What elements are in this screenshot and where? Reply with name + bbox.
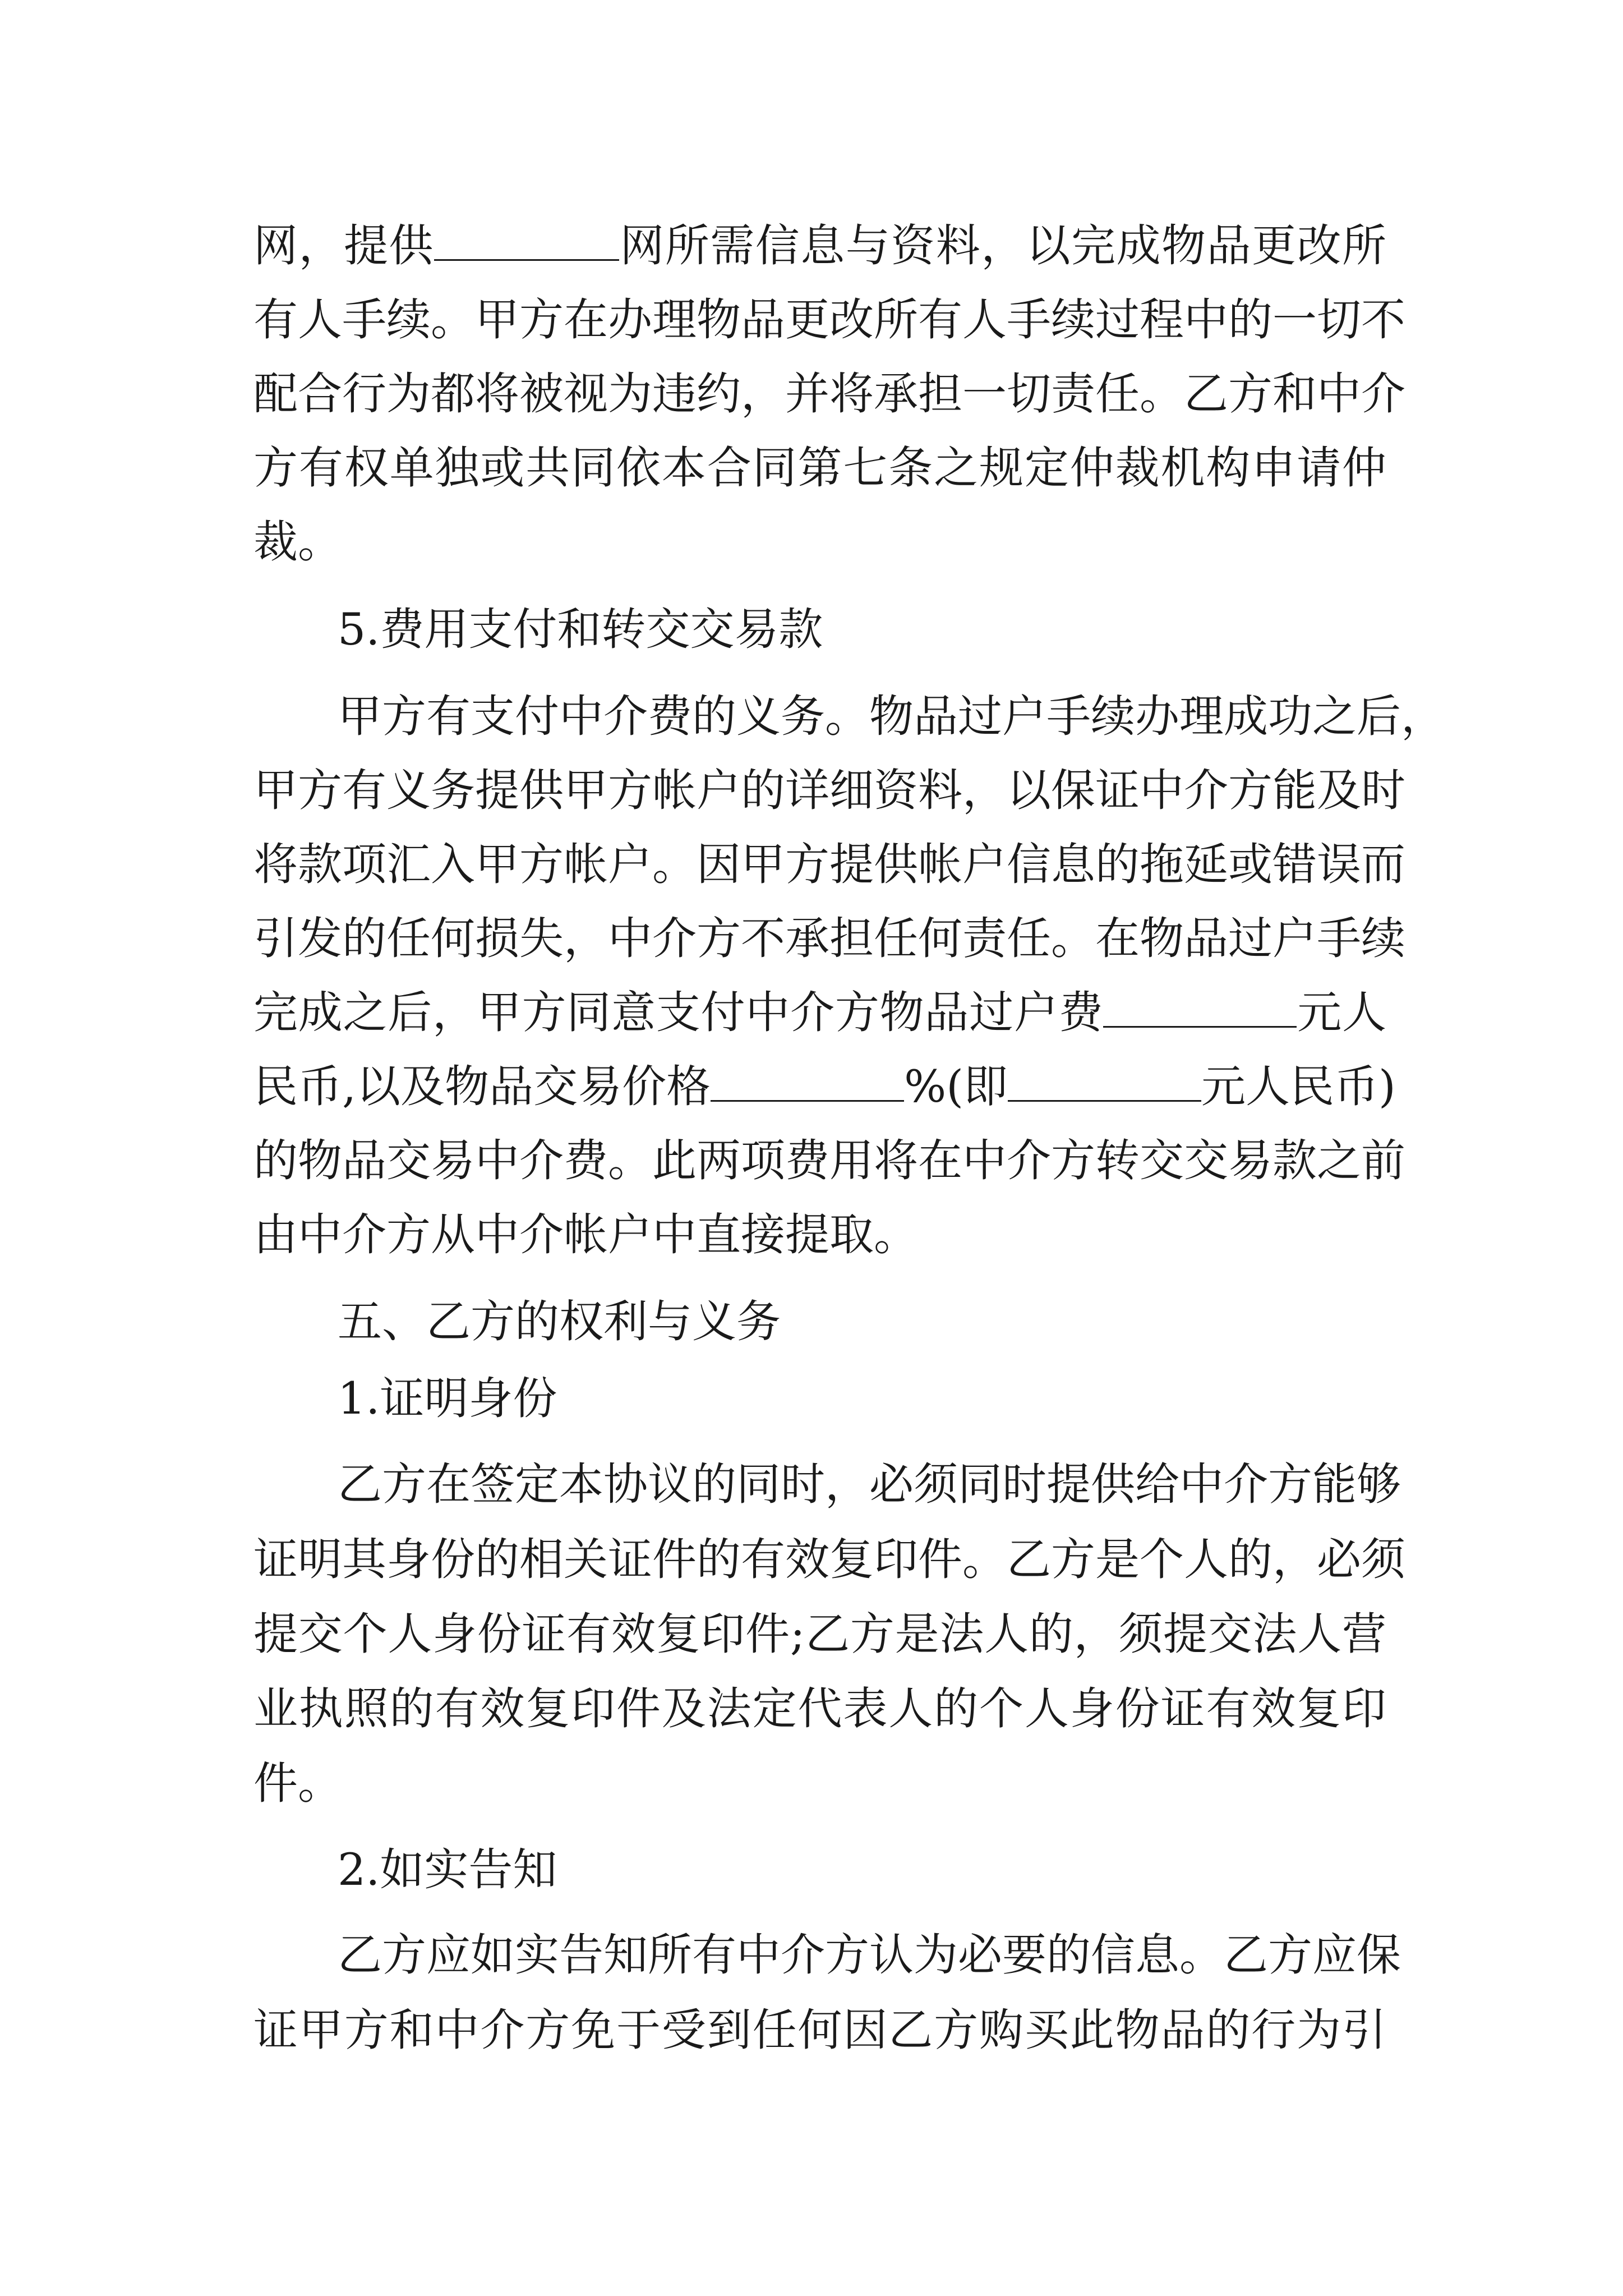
paragraph-line: 的物品交易中介费。此两项费用将在中介方转交交易款之前 <box>253 1135 1405 1186</box>
paragraph-line: 甲方有支付中介费的义务。物品过户手续办理成功之后， <box>338 691 1445 742</box>
text-run: 元人民币) <box>1201 1061 1396 1112</box>
section-heading: 2.如实告知 <box>338 1844 557 1895</box>
text-run: 元人 <box>1297 987 1387 1038</box>
paragraph-line: 由中介方从中介帐户中直接提取。 <box>253 1209 918 1260</box>
paragraph-line: 方有权单独或共同依本合同第七条之规定仲裁机构申请仲 <box>253 442 1386 494</box>
text-run: %(即 <box>904 1061 1008 1112</box>
paragraph-line: 提交个人身份证有效复印件;乙方是法人的，须提交法人营 <box>253 1608 1386 1660</box>
paragraph-line: 乙方在签定本协议的同时，必须同时提供给中介方能够 <box>338 1458 1401 1510</box>
paragraph-line: 甲方有义务提供甲方帐户的详细资料，以保证中介方能及时 <box>253 765 1405 816</box>
paragraph-line: 将款项汇入甲方帐户。因甲方提供帐户信息的拖延或错误而 <box>253 839 1405 890</box>
paragraph-line: 业执照的有效复印件及法定代表人的个人身份证有效复印 <box>253 1683 1386 1734</box>
fill-in-blank[interactable] <box>711 1060 904 1102</box>
section-heading: 5.费用支付和转交交易款 <box>338 604 823 655</box>
paragraph-line: 有人手续。甲方在办理物品更改所有人手续过程中的一切不 <box>253 294 1405 346</box>
paragraph-line: 配合行为都将被视为违约，并将承担一切责任。乙方和中介 <box>253 368 1405 420</box>
text-run: 网所需信息与资料，以完成物品更改所 <box>619 220 1387 272</box>
paragraph-line: 件。 <box>253 1757 342 1809</box>
fill-in-blank[interactable] <box>434 219 619 261</box>
paragraph-line: 证甲方和中介方免于受到任何因乙方购买此物品的行为引 <box>253 2004 1386 2056</box>
section-heading: 五、乙方的权利与义务 <box>338 1296 781 1347</box>
paragraph-line: 裁。 <box>253 516 342 568</box>
paragraph-line <box>253 1045 1396 1129</box>
fill-in-blank[interactable] <box>1008 1060 1201 1102</box>
text-run: 民币,以及物品交易价格 <box>253 1061 711 1112</box>
paragraph-line: 证明其身份的相关证件的有效复印件。乙方是个人的，必须 <box>253 1534 1405 1585</box>
paragraph-line <box>253 204 1386 288</box>
paragraph-line <box>253 970 1386 1055</box>
section-heading: 1.证明身份 <box>338 1373 557 1424</box>
fill-in-blank[interactable] <box>1103 986 1297 1028</box>
text-run: 网，提供 <box>253 220 434 272</box>
text-run: 完成之后，甲方同意支付中介方物品过户费 <box>253 987 1104 1038</box>
paragraph-line: 引发的任何损失，中介方不承担任何责任。在物品过户手续 <box>253 913 1405 964</box>
paragraph-line: 乙方应如实告知所有中介方认为必要的信息。乙方应保 <box>338 1929 1401 1981</box>
